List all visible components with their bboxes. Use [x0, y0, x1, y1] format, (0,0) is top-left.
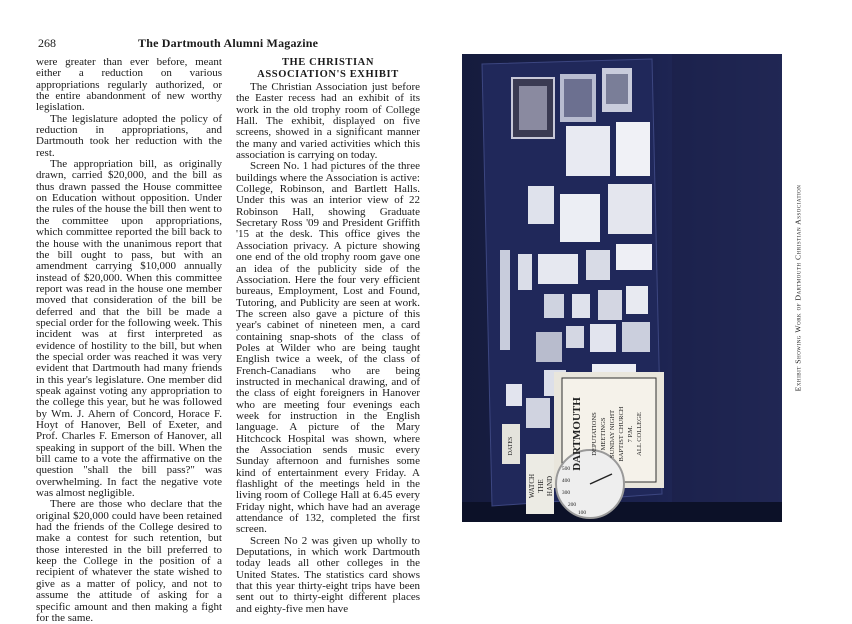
paragraph: The legislature adopted the policy of reduction in appropriations, and Dartmouth took her reduction with the rest.: [36, 112, 222, 159]
poster-title: DARTMOUTH: [571, 397, 583, 471]
paragraph: Screen No. 1 had pictures of the three buildings where the Association is active: College, Robinson, and Bartlett Halls. Under this was an interior view of 22 Robinson Hall, showing Graduate Secretary Ross '09 and President Griffith '15 at the desk. This office gives the Association privacy. A picture showing one end of the old trophy room gave one an idea of the publicity side of the Association. Here the four very efficient bureaus, Employment, Lost and Found, Tutoring, and Publicity are seen at work. The screen also gave a picture of this year's cabinet of nineteen men, a card containing snap-shots of the class of Poles at Wilder who are being taught English twice a week, of the class of French-Canadians who are being instructed in mechanical drawing, and of the class of eight foreigners in Hanover who are meeting four evenings each week for instruction in the English language. A picture of the Mary Hitchcock Hospital was shown, where the Association sends music every Sunday afternoon and furnishes some kind of entertainment every Friday. A flashlight of the meetings held in the living room of College Hall at 6.45 every Friday night, which have had an average attendance of 132, completed the first screen.: [236, 160, 420, 536]
dial-number: 300: [561, 490, 571, 496]
dial-number: 400: [561, 478, 571, 484]
running-title: The Dartmouth Alumni Magazine: [138, 36, 319, 50]
poster-line: ALL COLLEGE: [636, 412, 643, 456]
paragraph: There are those who declare that the original $20,000 could have been retained had the friends of the College desired to make a contest for such retention, but those interested in the bill preferred to keep the College in the position of a recipient of whatever the state wished to give as a matter of policy, and not to assume the attitude of asking for a specific amount and then making a fight for the same.: [36, 498, 222, 624]
exhibit-photograph: [462, 54, 782, 522]
paragraph: The appropriation bill, as originally drawn, carried $20,000, and the bill as thus drawn passed the House committee on Education without opposition. Under the rules of the house the bill then went to the committee upon appropriations, which committee reported the bill back to the house with the unanimous report that the bill ought to pass, but with an amendment carrying $10,000 annually instead of $20,000. When this committee report was read in the house one member moved that consideration of the bill be deferred and that the bill be made a special order for the following week. This incident was at first interpreted as evidence of hostility to the bill, but when the special order was reached it was very evident that Dartmouth had many friends in this year's legislature. One member did speak against voting any appropriation to the college this year, but he was followed by Wm. J. Ahern of Concord, Horace F. Hoyt of Hanover, Bell of Exeter, and Prof. Charles F. Emerson of Hanover, all speaking in support of the bill. When the bill came to a vote the affirmative on the question "shall the bill pass?" was overwhelming. In fact the negative vote was almost negligible.: [36, 158, 222, 500]
dial-number: 100: [577, 510, 587, 516]
poster-line: BAPTIST CHURCH: [618, 406, 625, 462]
figure-caption-text: Exhibit Showing Work of Dartmouth Christian Association: [793, 184, 803, 392]
sign-watch-line: WATCH: [528, 473, 536, 499]
exhibit-photo-image: [462, 54, 782, 522]
poster-line: MEETINGS: [600, 417, 607, 451]
poster-line: 7 P.M.: [627, 425, 634, 443]
paragraph: The Christian Association just before the Easter recess had an exhibit of its work in the old trophy room of College Hall. The exhibit, displayed on five screens, showed in a significant manner the many and varied activities which this association is carrying on today.: [236, 81, 420, 162]
sign-watch-line: HAND: [546, 475, 554, 497]
sign-watch-line: THE: [537, 479, 545, 493]
dial-number: 200: [567, 502, 577, 508]
left-column: [36, 57, 222, 624]
right-column: [236, 57, 420, 615]
poster-line: DEPUTATIONS: [591, 412, 598, 456]
sign-dates: DATES: [508, 436, 514, 456]
figure-caption: [791, 54, 805, 522]
paragraph: Screen No 2 was given up wholly to Deputations, in which work Dartmouth today leads all other colleges in the United States. The statistics card shows that this year thirty-eight trips have been sent out to thirty-eight different places and eighty-five men have: [236, 534, 420, 615]
section-heading: THE CHRISTIAN ASSOCIATION'S EXHIBIT: [257, 57, 399, 80]
page-number: 268: [38, 36, 56, 50]
dial-number: 500: [561, 466, 571, 472]
poster-line: SUNDAY NIGHT: [609, 409, 616, 459]
paragraph: were greater than ever before, meant either a reduction on various appropriations regularly authorized, or the entire abandonment of new worthy legislation.: [36, 56, 222, 114]
